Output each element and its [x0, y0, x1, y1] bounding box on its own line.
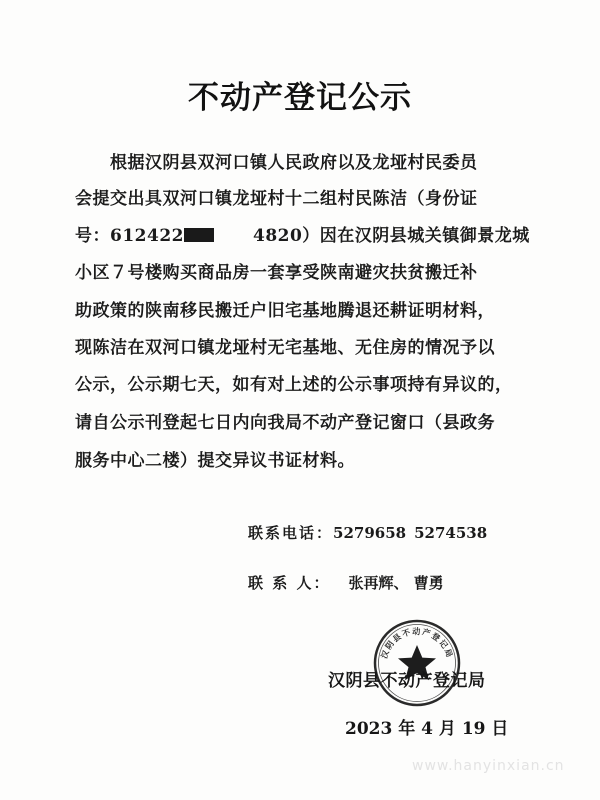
seal-text: 汉阴县不动产登记局 — [379, 627, 455, 660]
body-line: 公示，公示期七天，如有对上述的公示事项持有异议的， — [75, 375, 513, 395]
contact-persons: 张再辉、 曹勇 — [348, 574, 444, 592]
body-line: 请自公示刊登起七日内向我局不动产登记窗口（县政务 — [75, 413, 495, 433]
phone-number: 5279658 — [333, 524, 407, 542]
body-line: 根据汉阴县双河口镇人民政府以及龙垭村民委员 — [110, 153, 478, 173]
body-line: 会提交出具双河口镇龙垭村十二组村民陈洁（身份证 — [75, 189, 478, 209]
body-line: 小区７号楼购买商品房一套享受陕南避灾扶贫搬迁补 — [75, 263, 478, 283]
document-title: 不动产登记公示 — [188, 80, 412, 116]
watermark: www.hanyinxian.cn — [412, 758, 565, 774]
contact-person-row — [248, 572, 444, 593]
contact-phone-row — [248, 522, 487, 543]
id-number-prefix: 号：612422 — [75, 226, 184, 246]
redaction-block — [184, 228, 214, 242]
phone-label: 联系电话： — [248, 524, 334, 542]
body-line: 现陈洁在双河口镇龙垭村无宅基地、无住房的情况予以 — [75, 338, 495, 358]
id-number-suffix: 4820）因在汉阴县城关镇御景龙城 — [252, 226, 530, 246]
issue-date: 2023 年 4 月 19 日 — [345, 719, 509, 739]
body-line — [75, 221, 545, 246]
official-seal-icon — [372, 618, 462, 708]
phone-number: 5274538 — [414, 524, 488, 542]
issuing-agency: 汉阴县不动产登记局 — [328, 671, 486, 691]
body-line: 服务中心二楼）提交异议书证材料。 — [75, 451, 355, 471]
body-line: 助政策的陕南移民搬迁户旧宅基地腾退还耕证明材料， — [75, 301, 495, 321]
person-label: 联 系 人： — [248, 574, 331, 592]
